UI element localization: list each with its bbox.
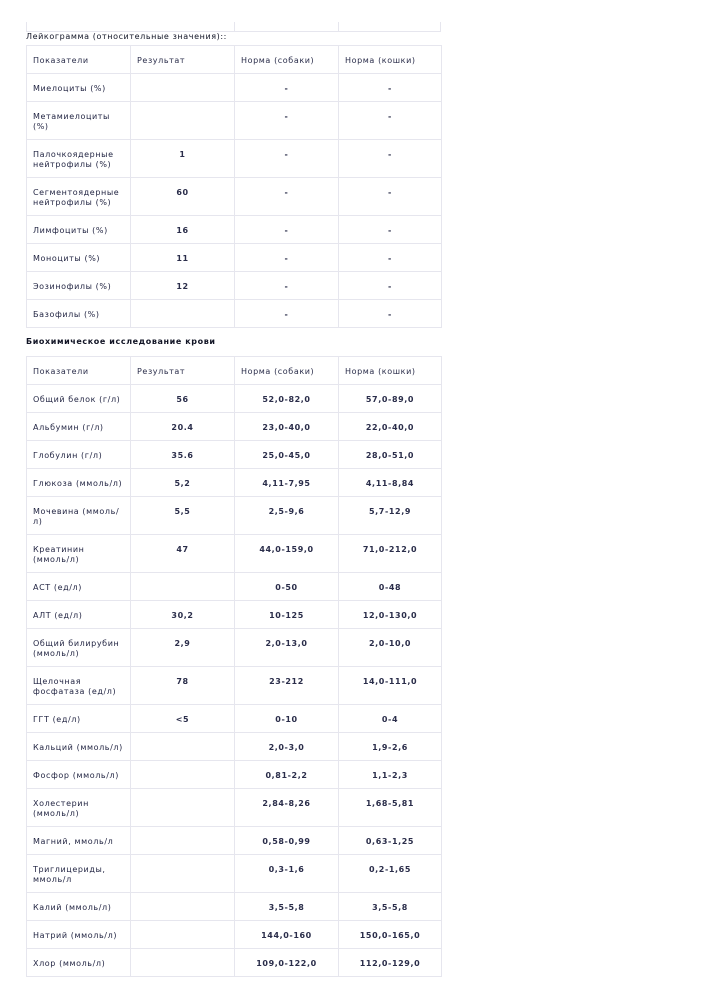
norm-cats-value: 1,68-5,81	[339, 789, 442, 827]
result-value: 16	[131, 216, 235, 244]
norm-dogs-value: 0,58-0,99	[235, 827, 339, 855]
norm-dogs-value: 0,81-2,2	[235, 761, 339, 789]
table-row	[27, 855, 442, 893]
header-indicator: Показатели	[27, 357, 131, 385]
result-value	[131, 102, 235, 140]
indicator-name: Лимфоциты (%)	[27, 216, 131, 244]
indicator-name: Базофилы (%)	[27, 300, 131, 328]
indicator-name: ГГТ (ед/л)	[27, 705, 131, 733]
table-row	[27, 74, 442, 102]
norm-dogs-value: 23-212	[235, 667, 339, 705]
indicator-name: Глобулин (г/л)	[27, 441, 131, 469]
norm-dogs-value: 2,5-9,6	[235, 497, 339, 535]
table-row	[27, 413, 442, 441]
indicator-name: Глюкоза (ммоль/л)	[27, 469, 131, 497]
table-row	[27, 629, 442, 667]
biochemistry-title: Биохимическое исследование крови	[26, 337, 216, 346]
biochemistry-table	[26, 356, 442, 977]
indicator-name: Сегментоядерные нейтрофилы (%)	[27, 178, 131, 216]
table-row	[27, 789, 442, 827]
norm-dogs-value: 0,3-1,6	[235, 855, 339, 893]
previous-table-bottom	[26, 22, 441, 32]
norm-cats-value: 71,0-212,0	[339, 535, 442, 573]
indicator-name: Миелоциты (%)	[27, 74, 131, 102]
norm-cats-value: -	[339, 272, 442, 300]
table-row	[27, 601, 442, 629]
indicator-name: Калий (ммоль/л)	[27, 893, 131, 921]
result-value	[131, 789, 235, 827]
norm-dogs-value: -	[235, 178, 339, 216]
norm-cats-value: 2,0-10,0	[339, 629, 442, 667]
table-row	[27, 469, 442, 497]
norm-cats-value: 28,0-51,0	[339, 441, 442, 469]
norm-dogs-value: 2,84-8,26	[235, 789, 339, 827]
norm-dogs-value: -	[235, 140, 339, 178]
result-value: 11	[131, 244, 235, 272]
norm-dogs-value: 144,0-160	[235, 921, 339, 949]
table-row	[27, 244, 442, 272]
table-row	[27, 535, 442, 573]
indicator-name: Метамиелоциты (%)	[27, 102, 131, 140]
result-value: 5,2	[131, 469, 235, 497]
result-value	[131, 855, 235, 893]
table-row	[27, 827, 442, 855]
table-row	[27, 761, 442, 789]
table-row	[27, 102, 442, 140]
norm-cats-value: 5,7-12,9	[339, 497, 442, 535]
table-row	[27, 667, 442, 705]
indicator-name: Моноциты (%)	[27, 244, 131, 272]
norm-cats-value: 3,5-5,8	[339, 893, 442, 921]
result-value	[131, 300, 235, 328]
norm-cats-value: -	[339, 300, 442, 328]
result-value	[131, 573, 235, 601]
norm-dogs-value: 0-50	[235, 573, 339, 601]
result-value: 20.4	[131, 413, 235, 441]
norm-dogs-value: 2,0-13,0	[235, 629, 339, 667]
header-norm-cats: Норма (кошки)	[339, 46, 442, 74]
table-header-row	[27, 357, 442, 385]
table-row	[27, 385, 442, 413]
norm-cats-value: 12,0-130,0	[339, 601, 442, 629]
norm-dogs-value: -	[235, 272, 339, 300]
norm-cats-value: 1,9-2,6	[339, 733, 442, 761]
indicator-name: Натрий (ммоль/л)	[27, 921, 131, 949]
norm-cats-value: -	[339, 216, 442, 244]
result-value	[131, 733, 235, 761]
result-value	[131, 949, 235, 977]
indicator-name: АСТ (ед/л)	[27, 573, 131, 601]
norm-dogs-value: -	[235, 102, 339, 140]
table-row	[27, 949, 442, 977]
norm-cats-value: 0,2-1,65	[339, 855, 442, 893]
indicator-name: Магний, ммоль/л	[27, 827, 131, 855]
norm-cats-value: -	[339, 74, 442, 102]
result-value: 12	[131, 272, 235, 300]
norm-dogs-value: -	[235, 300, 339, 328]
norm-cats-value: -	[339, 244, 442, 272]
table-row	[27, 216, 442, 244]
norm-dogs-value: 25,0-45,0	[235, 441, 339, 469]
result-value: <5	[131, 705, 235, 733]
result-value: 60	[131, 178, 235, 216]
result-value	[131, 827, 235, 855]
norm-cats-value: -	[339, 102, 442, 140]
norm-cats-value: 0-48	[339, 573, 442, 601]
indicator-name: Щелочная фосфатаза (ед/л)	[27, 667, 131, 705]
norm-dogs-value: 10-125	[235, 601, 339, 629]
indicator-name: Мочевина (ммоль/л)	[27, 497, 131, 535]
norm-cats-value: 112,0-129,0	[339, 949, 442, 977]
norm-cats-value: 150,0-165,0	[339, 921, 442, 949]
header-result: Результат	[131, 357, 235, 385]
norm-cats-value: 57,0-89,0	[339, 385, 442, 413]
leukogram-table	[26, 45, 442, 328]
table-row	[27, 178, 442, 216]
table-row	[27, 272, 442, 300]
table-row	[27, 733, 442, 761]
norm-cats-value: 0-4	[339, 705, 442, 733]
indicator-name: Креатинин (ммоль/л)	[27, 535, 131, 573]
indicator-name: Хлор (ммоль/л)	[27, 949, 131, 977]
indicator-name: Альбумин (г/л)	[27, 413, 131, 441]
header-norm-dogs: Норма (собаки)	[235, 357, 339, 385]
header-norm-cats: Норма (кошки)	[339, 357, 442, 385]
norm-dogs-value: -	[235, 74, 339, 102]
table-row	[27, 300, 442, 328]
indicator-name: Фосфор (ммоль/л)	[27, 761, 131, 789]
norm-dogs-value: 2,0-3,0	[235, 733, 339, 761]
norm-dogs-value: 4,11-7,95	[235, 469, 339, 497]
norm-cats-value: -	[339, 178, 442, 216]
indicator-name: Эозинофилы (%)	[27, 272, 131, 300]
indicator-name: Палочкоядерные нейтрофилы (%)	[27, 140, 131, 178]
result-value: 5,5	[131, 497, 235, 535]
result-value: 2,9	[131, 629, 235, 667]
norm-dogs-value: -	[235, 216, 339, 244]
norm-dogs-value: 44,0-159,0	[235, 535, 339, 573]
table-row	[27, 921, 442, 949]
norm-cats-value: 14,0-111,0	[339, 667, 442, 705]
norm-cats-value: 4,11-8,84	[339, 469, 442, 497]
indicator-name: Холестерин (ммоль/л)	[27, 789, 131, 827]
result-value	[131, 74, 235, 102]
table-row	[27, 893, 442, 921]
table-row	[27, 140, 442, 178]
norm-dogs-value: 109,0-122,0	[235, 949, 339, 977]
indicator-name: Общий белок (г/л)	[27, 385, 131, 413]
indicator-name: Кальций (ммоль/л)	[27, 733, 131, 761]
norm-dogs-value: 3,5-5,8	[235, 893, 339, 921]
result-value	[131, 761, 235, 789]
indicator-name: Общий билирубин (ммоль/л)	[27, 629, 131, 667]
norm-cats-value: 1,1-2,3	[339, 761, 442, 789]
result-value: 1	[131, 140, 235, 178]
indicator-name: Триглицериды, ммоль/л	[27, 855, 131, 893]
result-value	[131, 921, 235, 949]
indicator-name: АЛТ (ед/л)	[27, 601, 131, 629]
table-row	[27, 441, 442, 469]
result-value: 78	[131, 667, 235, 705]
norm-dogs-value: 0-10	[235, 705, 339, 733]
table-row	[27, 705, 442, 733]
result-value: 35.6	[131, 441, 235, 469]
norm-cats-value: -	[339, 140, 442, 178]
norm-dogs-value: -	[235, 244, 339, 272]
norm-dogs-value: 23,0-40,0	[235, 413, 339, 441]
leukogram-title: Лейкограмма (относительные значения)::	[26, 32, 227, 41]
table-row	[27, 497, 442, 535]
norm-cats-value: 22,0-40,0	[339, 413, 442, 441]
result-value	[131, 893, 235, 921]
table-header-row	[27, 46, 442, 74]
norm-dogs-value: 52,0-82,0	[235, 385, 339, 413]
table-row	[27, 573, 442, 601]
result-value: 30,2	[131, 601, 235, 629]
header-norm-dogs: Норма (собаки)	[235, 46, 339, 74]
norm-cats-value: 0,63-1,25	[339, 827, 442, 855]
header-indicator: Показатели	[27, 46, 131, 74]
result-value: 47	[131, 535, 235, 573]
result-value: 56	[131, 385, 235, 413]
header-result: Результат	[131, 46, 235, 74]
